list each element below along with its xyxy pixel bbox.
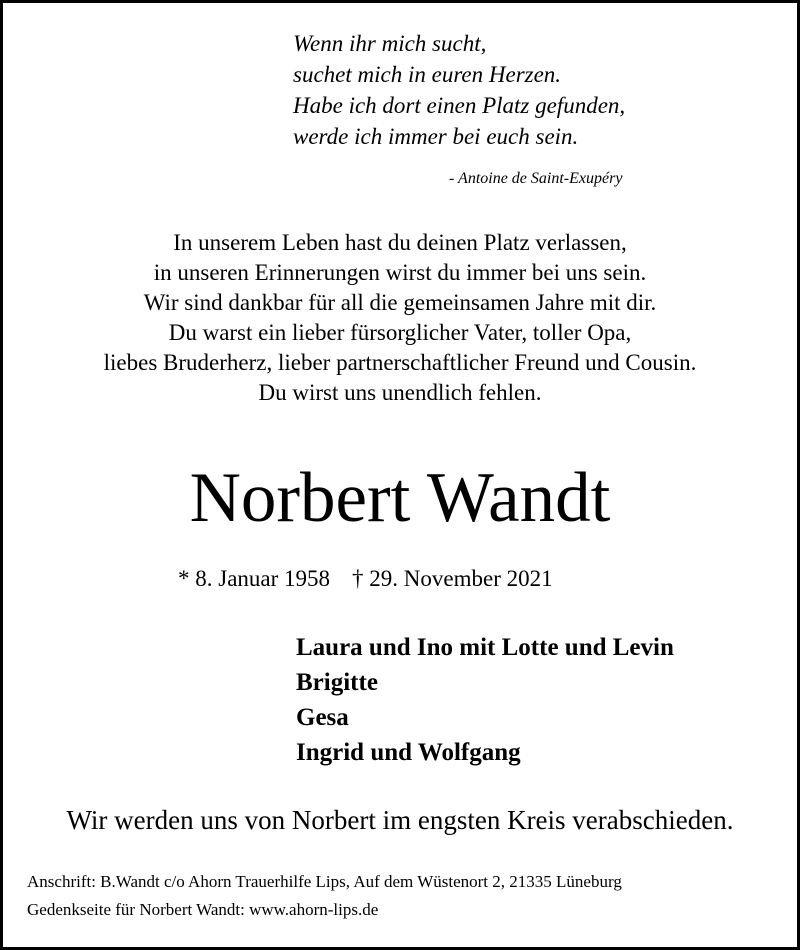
poem-line: suchet mich in euren Herzen. (293, 62, 562, 87)
poem-line: werde ich immer bei euch sein. (293, 124, 579, 149)
tribute-line: Du wirst uns unendlich fehlen. (258, 380, 542, 405)
mourner: Brigitte (296, 669, 378, 696)
mourner: Ingrid und Wolfgang (296, 739, 521, 766)
tribute-line: liebes Bruderherz, lieber partnerschaftlicher Freund und Cousin. (103, 350, 697, 375)
mourner: Laura und Ino mit Lotte und Levin (296, 634, 674, 661)
birth-date: * 8. Januar 1958 (178, 566, 331, 591)
tribute-text (0, 228, 800, 408)
poem-author: - Antoine de Saint-Exupéry (449, 170, 623, 187)
tribute-line: Wir sind dankbar für all die gemeinsamen Jahre mit dir. (143, 290, 657, 315)
tribute-line: Du warst ein lieber fürsorglicher Vater, toller Opa, (168, 320, 632, 345)
death-date: † 29. November 2021 (352, 566, 553, 591)
tribute-line: In unserem Leben hast du deinen Platz verlassen, (173, 230, 627, 255)
tribute-line: in unseren Erinnerungen wirst du immer bei uns sein. (153, 260, 647, 285)
poem-line: Wenn ihr mich sucht, (293, 31, 487, 56)
life-dates (178, 564, 553, 594)
memorial-page-line: Gedenkseite für Norbert Wandt: www.ahorn-lips.de (27, 900, 379, 919)
mourners-list (296, 630, 674, 770)
footer (27, 868, 622, 924)
poem (293, 28, 625, 152)
farewell-note: Wir werden uns von Norbert im engsten Kreis verabschieden. (66, 805, 734, 835)
deceased-name: Norbert Wandt (189, 459, 611, 537)
mourner: Gesa (296, 704, 349, 731)
poem-line: Habe ich dort einen Platz gefunden, (293, 93, 626, 118)
address-line: Anschrift: B.Wandt c/o Ahorn Trauerhilfe Lips, Auf dem Wüstenort 2, 21335 Lüneburg (27, 872, 622, 891)
